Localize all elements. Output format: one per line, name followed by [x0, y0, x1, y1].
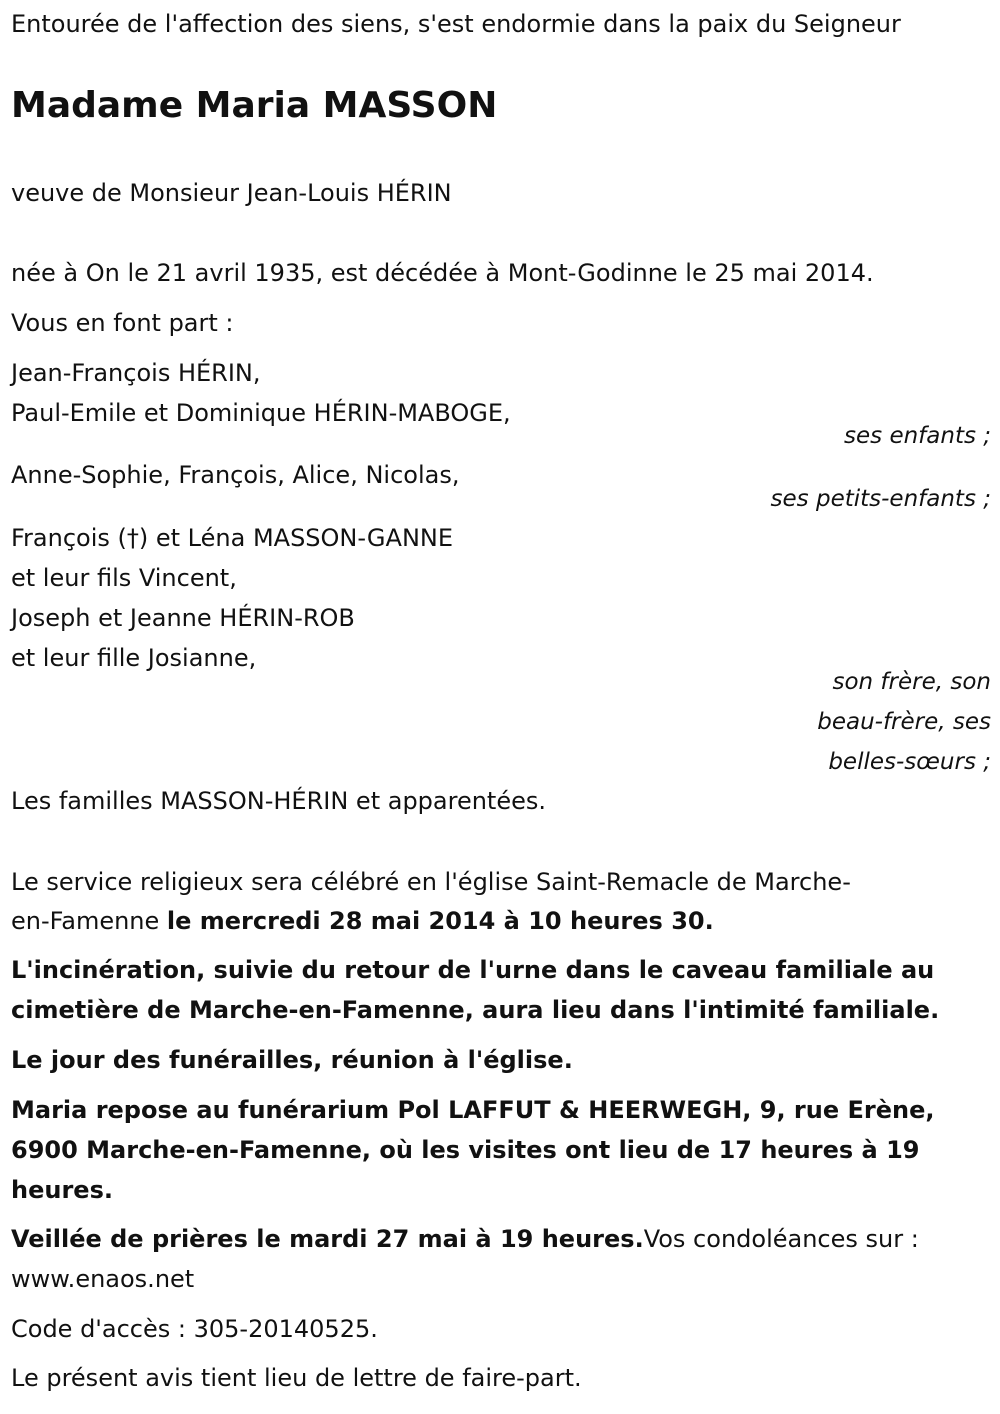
reunion-line: Le jour des funérailles, réunion à l'église.: [11, 1046, 573, 1074]
closing-line: Le présent avis tient lieu de lettre de faire-part.: [11, 1364, 582, 1392]
incineration-line: cimetière de Marche-en-Famenne, aura lieu dans l'intimité familiale.: [11, 996, 940, 1024]
sibling-line: et leur fils Vincent,: [11, 564, 237, 592]
service-line-2: [11, 901, 714, 941]
siblings-label-line: son frère, son: [832, 669, 991, 695]
deceased-name: Madame Maria MASSON: [11, 85, 498, 126]
condolences-text: Vos condoléances sur :: [643, 1225, 919, 1253]
sibling-line: François (†) et Léna MASSON-GANNE: [11, 524, 454, 552]
announce-line: Vous en font part :: [11, 309, 234, 337]
birth-death-line: née à On le 21 avril 1935, est décédée à Mont-Godinne le 25 mai 2014.: [11, 259, 874, 287]
repose-line: heures.: [11, 1176, 113, 1204]
service-line: Le service religieux sera célébré en l'église Saint-Remacle de Marche-: [11, 868, 851, 896]
families-line: Les familles MASSON-HÉRIN et apparentées.: [11, 787, 547, 815]
siblings-label-line: belles-sœurs ;: [828, 749, 991, 775]
service-text: en-Famenne: [11, 907, 167, 935]
repose-line: Maria repose au funérarium Pol LAFFUT & HEERWEGH, 9, rue Erène,: [11, 1096, 935, 1124]
website-link[interactable]: www.enaos.net: [11, 1265, 195, 1293]
child-line: Jean-François HÉRIN,: [11, 359, 261, 387]
repose-line: 6900 Marche-en-Famenne, où les visites ont lieu de 17 heures à 19: [11, 1136, 920, 1164]
child-line: Paul-Emile et Dominique HÉRIN-MABOGE,: [11, 399, 511, 427]
sibling-line: et leur fille Josianne,: [11, 644, 257, 672]
vigil-line: [11, 1219, 919, 1259]
widow-of-line: veuve de Monsieur Jean-Louis HÉRIN: [11, 179, 452, 207]
children-label: ses enfants ;: [844, 423, 991, 449]
grandchildren-label: ses petits-enfants ;: [770, 486, 991, 512]
service-date: le mercredi 28 mai 2014 à 10 heures 30.: [166, 907, 714, 935]
siblings-label-line: beau-frère, ses: [817, 709, 991, 735]
sibling-line: Joseph et Jeanne HÉRIN-ROB: [11, 604, 355, 632]
grandchildren-line: Anne-Sophie, François, Alice, Nicolas,: [11, 461, 460, 489]
access-code-line: Code d'accès : 305-20140525.: [11, 1315, 378, 1343]
intro-line: Entourée de l'affection des siens, s'est endormie dans la paix du Seigneur: [11, 10, 901, 38]
incineration-line: L'incinération, suivie du retour de l'urne dans le caveau familiale au: [11, 956, 935, 984]
vigil-text: Veillée de prières le mardi 27 mai à 19 heures.: [11, 1225, 644, 1253]
